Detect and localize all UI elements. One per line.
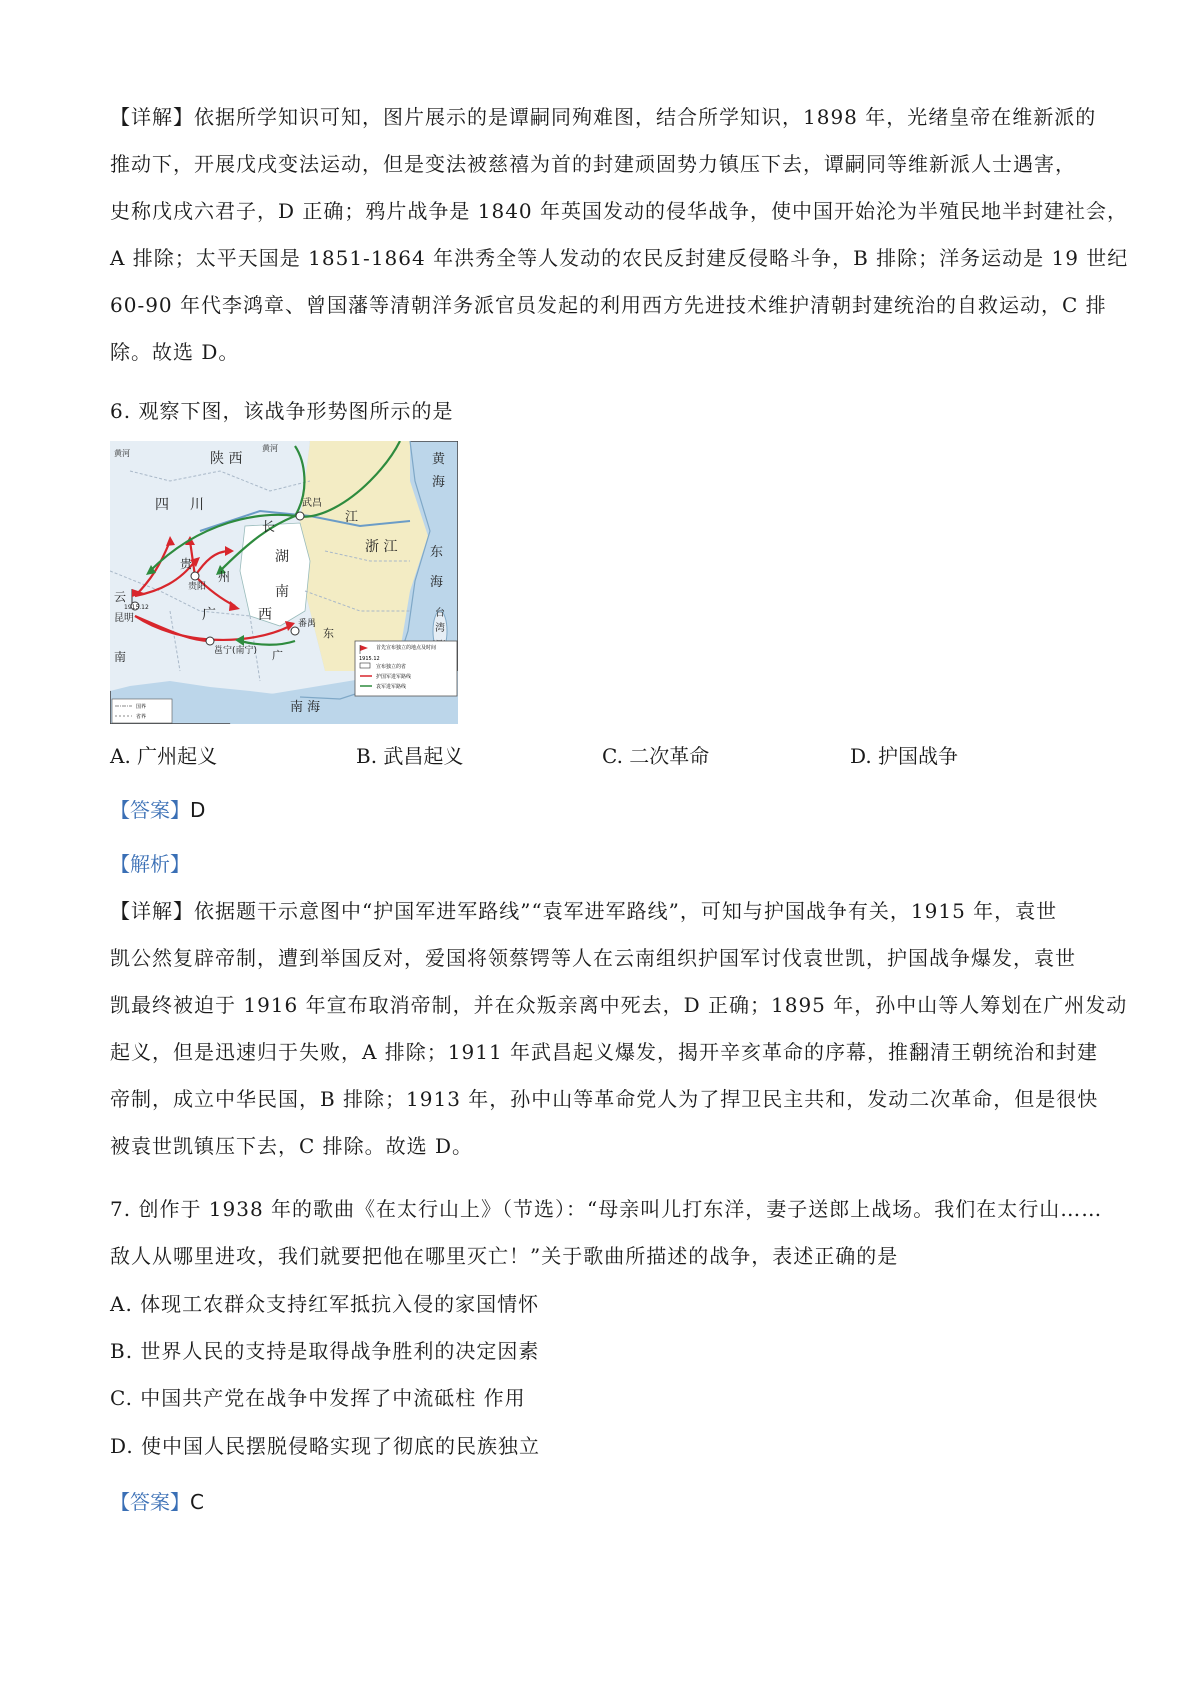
q5-detail-line: 依据所学知识可知，图片展示的是谭嗣同殉难图，结合所学知识，1898 年，光绪皇帝在维新派的 [194,105,1097,129]
legend-date: 1915.12 [359,656,380,662]
q6-analysis [110,848,190,877]
q5-detail [110,94,1129,376]
label-sichuan2: 川 [190,497,204,513]
map-legend [355,641,457,696]
label-date: 1915.12 [124,604,149,611]
label-wuchang: 武昌 [302,498,322,509]
label-guizhou2: 州 [218,570,231,584]
label-nanning: 邕宁(南宁) [214,646,258,656]
q6-answer [110,794,205,823]
answer-value: C [190,1490,204,1514]
label-guang: 广 [272,649,283,662]
q5-detail-line: 60-90 年代李鸿章、曾国藩等清朝洋务派官员发起的利用西方先进技术维护清朝封建统治的自救运动，C 排 [110,293,1107,317]
detail-tag: 【详解】 [110,899,194,923]
label-guiyang: 贵阳 [188,582,207,592]
label-shaanxi: 陕 西 [210,451,243,467]
answer-tag: 【答案】 [110,798,190,822]
label-guizhou: 贵 [180,557,193,571]
q7-answer [110,1486,204,1515]
q6-option-d: D. 护国战争 [850,744,959,768]
label-huanghe-west: 黄河 [114,449,130,458]
q7-stem-line2: 敌人从哪里进攻，我们就要把他在哪里灭亡！”关于歌曲所描述的战争，表述正确的是 [110,1244,899,1268]
label-yun: 云 [114,590,127,604]
label-zhejiang: 浙 江 [365,539,398,555]
label-taiwan: 台 [435,608,445,619]
city-nanning [206,637,214,645]
label-jiang: 江 [345,510,359,525]
q6-detail-line: 起义，但是迅速归于失败，A 排除；1911 年武昌起义爆发，揭开辛亥革命的序幕，推翻清王朝统治和封建 [110,1040,1099,1064]
label-huanghai2: 海 [432,475,446,490]
label-hunan: 湖 [275,549,289,565]
label-dong: 东 [323,627,334,640]
q5-detail-line: 除。故选 D。 [110,340,240,364]
label-sichuan: 四 [155,497,169,513]
province-hunan [240,523,310,626]
border-legend [112,699,172,723]
label-huanghai: 黄 [432,452,446,467]
label-nan: 南 [114,650,127,664]
q6-option-b: B. 武昌起义 [356,744,464,768]
label-nanhai: 南 海 [290,700,321,715]
q7-option-d: D. 使中国人民摆脱侵略实现了彻底的民族独立 [110,1434,541,1458]
label-huanghe: 黄河 [262,444,278,453]
q7-option-b: B. 世界人民的支持是取得战争胜利的决定因素 [110,1339,540,1363]
label-guangxi2: 西 [258,607,272,623]
q6-detail-line: 依据题干示意图中“护国军进军路线”“袁军进军路线”，可知与护国战争有关，1915 年，袁世 [194,899,1058,923]
label-donghai: 东 [430,545,444,560]
legend-flag: 首先宣布独立的地点及时间 [376,645,437,651]
q7-stem-line1: 7. 创作于 1938 年的歌曲《在太行山上》（节选）：“母亲叫儿打东洋，妻子送郎上战场。我们在太行山…… [110,1197,1103,1221]
legend-box: 宣布独立的省 [376,664,407,670]
answer-value: D [190,798,206,822]
legend-green: 袁军进军路线 [376,684,407,690]
q6-detail-line: 帝制，成立中华民国，B 排除；1913 年，孙中山等革命党人为了捍卫民主共和，发动二次革命，但是很快 [110,1087,1099,1111]
war-situation-map [110,441,458,724]
label-guangxi: 广 [202,607,216,623]
analysis-tag: 【解析】 [110,852,190,876]
q6-detail-line: 凯公然复辟帝制，遭到举国反对，爱国将领蔡锷等人在云南组织护国军讨伐袁世凯，护国战争爆发，袁世 [110,946,1076,970]
answer-tag: 【答案】 [110,1490,190,1514]
q5-detail-line: 推动下，开展戊戌变法运动，但是变法被慈禧为首的封建顽固势力镇压下去，谭嗣同等维新派人士遇害， [110,152,1076,176]
label-panyu: 番禺 [298,619,317,629]
q6-option-a: A. 广州起义 [110,744,218,768]
legend-border1: 国界 [136,704,147,710]
q6-detail-line: 被袁世凯镇压下去，C 排除。故选 D。 [110,1134,474,1158]
q6-detail [110,888,1128,1170]
city-guiyang [191,572,199,580]
legend-red: 护国军进军路线 [376,674,412,680]
q6-option-c: C. 二次革命 [602,744,710,768]
label-donghai2: 海 [430,575,444,590]
label-taiwan2: 湾 [435,623,445,634]
q6-detail-line: 凯最终被迫于 1916 年宣布取消帝制，并在众叛亲离中死去，D 正确；1895 年，孙中山等人筹划在广州发动 [110,993,1128,1017]
q7-option-c: C. 中国共产党在战争中发挥了中流砥柱 作用 [110,1386,526,1410]
city-wuchang [296,512,304,520]
q6-stem: 6. 观察下图，该战争形势图所示的是 [110,399,454,423]
label-hunan2: 南 [275,584,289,600]
q5-detail-line: 史称戊戌六君子，D 正确；鸦片战争是 1840 年英国发动的侵华战争，使中国开始沦为半殖民地半封建社会， [110,199,1129,223]
q7-option-a: A. 体现工农群众支持红军抵抗入侵的家国情怀 [110,1292,540,1316]
label-chang: 长 [262,520,276,535]
q5-detail-line: A 排除；太平天国是 1851-1864 年洪秀全等人发动的农民反封建反侵略斗争，B 排除；洋务运动是 19 世纪 [110,246,1129,270]
detail-tag: 【详解】 [110,105,194,129]
label-kunming: 昆明 [114,613,134,624]
legend-border2: 省界 [136,714,147,720]
